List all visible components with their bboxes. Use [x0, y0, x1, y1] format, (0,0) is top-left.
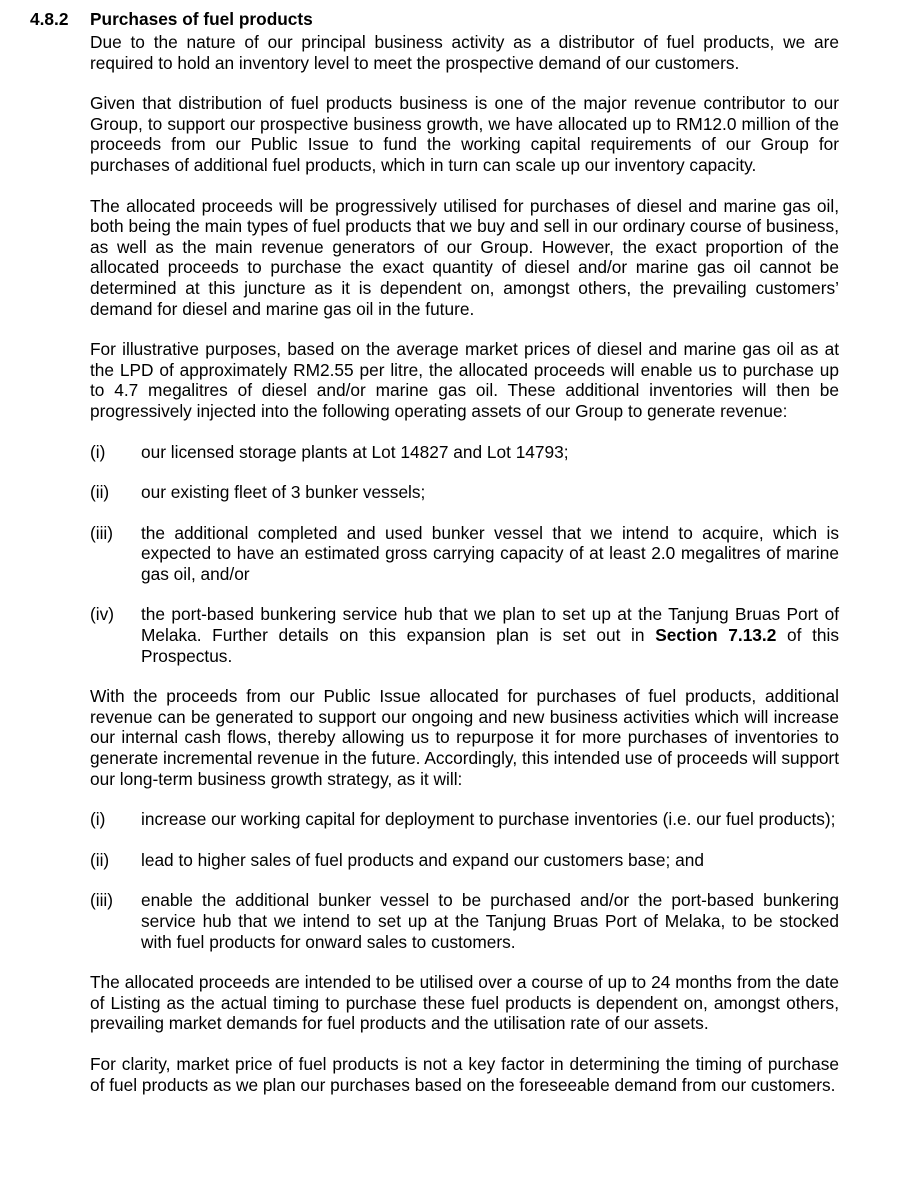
section-reference: Section 7.13.2 [655, 625, 777, 646]
list-item [90, 604, 839, 666]
list-marker: (i) [90, 441, 106, 462]
section-body [90, 32, 839, 1115]
paragraph-timing: The allocated proceeds are intended to be utilised over a course of up to 24 months from the date of Listing as the actual timing to purchase these fuel products is dependent on, amongst others, prevailing market demands for fuel products and the utilisation rate of our assets. [90, 972, 839, 1034]
list-item-text-after: of this Prospectus. [141, 625, 839, 666]
list-marker: (i) [90, 809, 106, 830]
list-marker: (ii) [90, 849, 110, 870]
list-item-text [141, 604, 839, 666]
list-item [90, 482, 839, 503]
section-title: Purchases of fuel products [90, 9, 313, 29]
list-item-text: our licensed storage plants at Lot 14827 and Lot 14793; [141, 441, 569, 462]
list-item [90, 442, 839, 463]
list-item-text: lead to higher sales of fuel products and expand our customers base; and [141, 849, 704, 870]
list-item [90, 809, 839, 830]
paragraph-allocation: Given that distribution of fuel products business is one of the major revenue contributor to our Group, to support our prospective business growth, we have allocated up to RM12.0 million of the proceeds from our Public Issue to fund the working capital requirements of our Group for purchases of additional fuel products, which in turn can scale up our inventory capacity. [90, 93, 839, 175]
list-item-text-before: the port-based bunkering service hub that we plan to set up at the Tanjung Bruas Port of Melaka. Further details on this expansion plan is set out in [141, 604, 839, 646]
list-marker: (iii) [90, 522, 114, 543]
paragraph-inventory-need: Due to the nature of our principal business activity as a distributor of fuel products, we are required to hold an inventory level to meet the prospective demand of our customers. [90, 32, 839, 73]
list-item [90, 850, 839, 871]
list-item [90, 890, 839, 952]
list-marker: (ii) [90, 482, 110, 503]
paragraph-utilisation: The allocated proceeds will be progressively utilised for purchases of diesel and marine gas oil, both being the main types of fuel products that we buy and sell in our ordinary course of business, as well as the main revenue generators of our Group. However, the exact proportion of the allocated proceeds to purchase the exact quantity of diesel and/or marine gas oil cannot be determined at this juncture as it is dependent on, amongst others, the prevailing customers’ demand for diesel and marine gas oil in the future. [90, 195, 839, 319]
list-item-text: the additional completed and used bunker vessel that we intend to acquire, which is expected to have an estimated gross carrying capacity of at least 2.0 megalitres of marine gas oil, and/or [141, 522, 839, 584]
paragraph-revenue-generation: With the proceeds from our Public Issue allocated for purchases of fuel products, additional revenue can be generated to support our ongoing and new business activities which will increase our internal cash flows, thereby allowing us to repurpose it for more purchases of inventories to generate incremental revenue in the future. Accordingly, this intended use of proceeds will support our long-term business growth strategy, as it will: [90, 686, 839, 789]
list-item-text: enable the additional bunker vessel to be purchased and/or the port-based bunkering service hub that we intend to set up at the Tanjung Bruas Port of Melaka, to be stocked with fuel products for onward sales to customers. [141, 890, 839, 952]
list-marker: (iv) [90, 604, 114, 625]
list-item-text: increase our working capital for deployment to purchase inventories (i.e. our fuel products); [141, 809, 836, 830]
section-heading [30, 8, 313, 30]
list-item [90, 523, 839, 585]
list-marker: (iii) [90, 890, 114, 911]
paragraph-illustration: For illustrative purposes, based on the average market prices of diesel and marine gas oil as at the LPD of approximately RM2.55 per litre, the allocated proceeds will enable us to purchase up to 4.7 megalitres of diesel and/or marine gas oil. These additional inventories will then be progressively injected into the following operating assets of our Group to generate revenue: [90, 339, 839, 421]
section-number: 4.8.2 [30, 9, 69, 29]
paragraph-clarity: For clarity, market price of fuel products is not a key factor in determining the timing of purchase of fuel products as we plan our purchases based on the foreseeable demand from our customers. [90, 1053, 839, 1095]
operating-assets-list [90, 442, 839, 667]
list-item-text: our existing fleet of 3 bunker vessels; [141, 482, 426, 503]
strategy-benefits-list [90, 809, 839, 952]
